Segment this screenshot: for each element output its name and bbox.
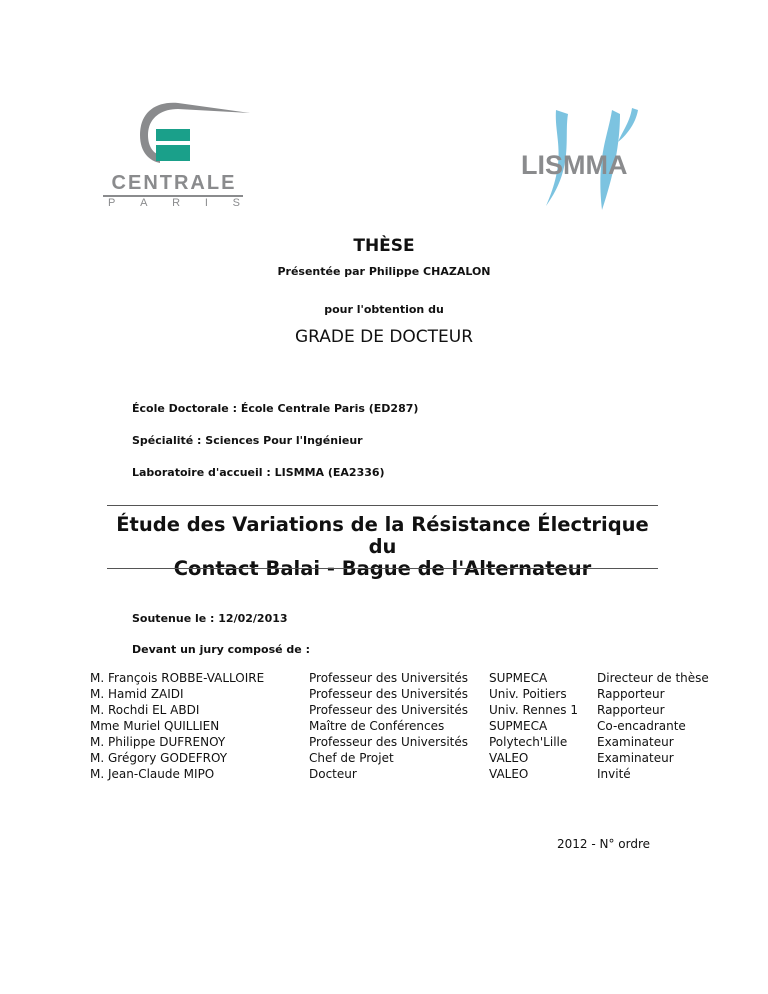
host-laboratory: Laboratoire d'accueil : LISMMA (EA2336) [132,466,385,479]
jury-row [90,766,717,782]
jury-table [90,670,717,782]
thesis-title-line: Étude des Variations de la Résistance Électrique du [116,513,649,558]
speciality: Spécialité : Sciences Pour l'Ingénieur [132,434,363,447]
jury-title: Docteur [309,767,357,781]
city-letter: I [204,197,208,209]
jury-role: Examinateur [597,751,674,765]
centrale-logo-city [108,197,240,209]
jury-row [90,686,717,702]
jury-name: M. Hamid ZAIDI [90,687,184,701]
jury-name: M. Philippe DUFRENOY [90,735,226,749]
jury-name: M. François ROBBE-VALLOIRE [90,671,265,685]
jury-role: Rapporteur [597,687,665,701]
jury-role: Invité [597,767,631,781]
degree-title: GRADE DE DOCTEUR [294,327,474,347]
document-type: THÈSE [353,236,415,256]
jury-title: Maître de Conférences [309,719,445,733]
defense-date: Soutenue le : 12/02/2013 [132,612,288,625]
jury-role: Examinateur [597,735,674,749]
jury-institution: Univ. Rennes 1 [489,703,578,717]
city-letter: S [232,197,240,209]
jury-institution: Univ. Poitiers [489,687,567,701]
jury-row [90,750,717,766]
jury-name: M. Jean-Claude MIPO [90,767,215,781]
jury-title: Professeur des Universités [309,735,469,749]
jury-role: Rapporteur [597,703,665,717]
jury-title: Professeur des Universités [309,687,469,701]
title-rule-bottom [107,568,658,569]
degree-purpose: pour l'obtention du [324,303,444,316]
centrale-logo-teal-top [156,129,190,141]
presented-by: Présentée par Philippe CHAZALON [277,265,491,278]
city-letter: A [140,197,148,209]
order-number: 2012 - N° ordre [557,837,651,851]
jury-title: Chef de Projet [309,751,394,765]
thesis-title [107,514,658,580]
city-letter: R [172,197,181,209]
jury-title: Professeur des Universités [309,703,469,717]
centrale-logo-text: CENTRALE [111,172,237,194]
jury-institution: SUPMECA [489,719,548,733]
jury-row [90,702,717,718]
jury-intro: Devant un jury composé de : [132,643,310,656]
doctoral-school: École Doctorale : École Centrale Paris (ED287) [132,402,419,415]
title-rule-top [107,505,658,506]
jury-name: Mme Muriel QUILLIEN [90,719,220,733]
jury-institution: SUPMECA [489,671,548,685]
jury-name: M. Rochdi EL ABDI [90,703,200,717]
centrale-logo-teal-bottom [156,145,190,161]
jury-institution: Polytech'Lille [489,735,568,749]
jury-row [90,670,717,686]
lismma-logo-arc-small [618,108,638,142]
jury-role: Directeur de thèse [597,671,709,685]
city-letter: P [108,197,116,209]
jury-role: Co-encadrante [597,719,686,733]
lismma-logo-text: LISMMA [521,150,628,180]
jury-name: M. Grégory GODEFROY [90,751,228,765]
jury-row [90,734,717,750]
jury-row [90,718,717,734]
thesis-title-line: Contact Balai - Bague de l'Alternateur [173,557,592,580]
jury-title: Professeur des Universités [309,671,469,685]
jury-institution: VALEO [489,751,529,765]
jury-institution: VALEO [489,767,529,781]
